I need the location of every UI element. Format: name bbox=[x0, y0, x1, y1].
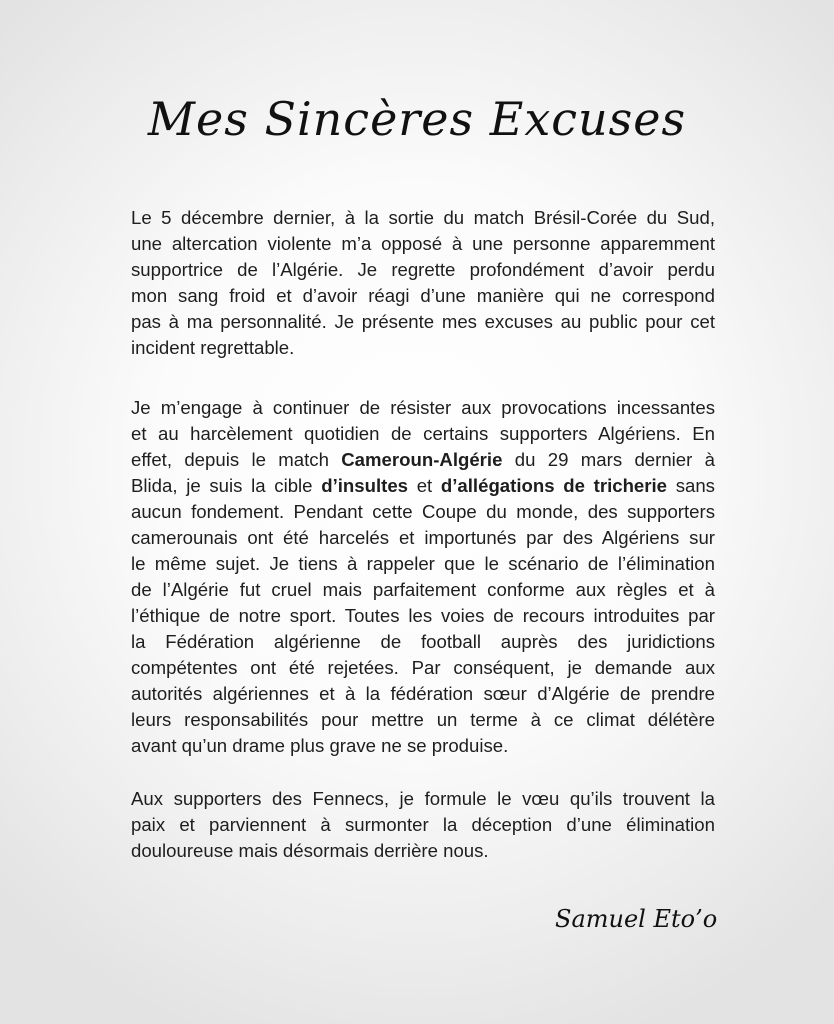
text-line: supportrice de l’Algérie. Je regrette profondément d’avoir perdu bbox=[131, 259, 715, 280]
text-line bbox=[131, 473, 715, 499]
text-line bbox=[131, 447, 715, 473]
text-segment: du 29 mars dernier à bbox=[502, 449, 716, 470]
text-line: Aux supporters des Fennecs, je formule le vœu qu’ils trouvent la bbox=[131, 788, 715, 809]
text-line: mon sang froid et d’avoir réagi d’une manière qui ne correspond bbox=[131, 285, 715, 306]
paragraph-wishes bbox=[131, 786, 715, 864]
bold-text: Cameroun-Algérie bbox=[341, 449, 503, 470]
text-line: pas à ma personnalité. Je présente mes excuses au public pour cet bbox=[131, 311, 715, 332]
text-segment: sans bbox=[667, 475, 715, 496]
text-line: le même sujet. Je tiens à rappeler que le scénario de l’élimination bbox=[131, 553, 715, 574]
text-line: autorités algériennes et à la fédération sœur d’Algérie de prendre bbox=[131, 683, 715, 704]
text-line: l’éthique de notre sport. Toutes les voies de recours introduites par bbox=[131, 605, 715, 626]
text-line: incident regrettable. bbox=[131, 337, 295, 358]
signature: Samuel Eto’o bbox=[555, 905, 718, 933]
text-line: aucun fondement. Pendant cette Coupe du monde, des supporters bbox=[131, 501, 715, 522]
text-line: paix et parviennent à surmonter la déception d’une élimination bbox=[131, 814, 715, 835]
bold-text: d’allégations de tricherie bbox=[440, 475, 668, 496]
text-line: une altercation violente m’a opposé à une personne apparemment bbox=[131, 233, 715, 254]
text-line: douloureuse mais désormais derrière nous. bbox=[131, 840, 489, 861]
paragraph-commitment bbox=[131, 395, 715, 759]
text-segment: effet, depuis le match bbox=[131, 449, 342, 470]
text-segment: Blida, je suis la cible bbox=[131, 475, 322, 496]
text-line: leurs responsabilités pour mettre un terme à ce climat délétère bbox=[131, 709, 715, 730]
text-segment: et bbox=[408, 475, 441, 496]
letter-title: Mes Sincères Excuses bbox=[147, 92, 687, 146]
bold-text: d’insultes bbox=[321, 475, 409, 496]
text-line: de l’Algérie fut cruel mais parfaitement conforme aux règles et à bbox=[131, 579, 715, 600]
text-line: et au harcèlement quotidien de certains supporters Algériens. En bbox=[131, 423, 715, 444]
text-line: avant qu’un drame plus grave ne se produise. bbox=[131, 735, 509, 756]
text-line: la Fédération algérienne de football auprès des juridictions bbox=[131, 631, 715, 652]
paragraph-apology bbox=[131, 205, 715, 361]
text-line: Je m’engage à continuer de résister aux provocations incessantes bbox=[131, 397, 715, 418]
text-line: compétentes ont été rejetées. Par conséquent, je demande aux bbox=[131, 657, 715, 678]
text-line: camerounais ont été harcelés et importunés par des Algériens sur bbox=[131, 527, 715, 548]
text-line: Le 5 décembre dernier, à la sortie du match Brésil-Corée du Sud, bbox=[131, 207, 715, 228]
